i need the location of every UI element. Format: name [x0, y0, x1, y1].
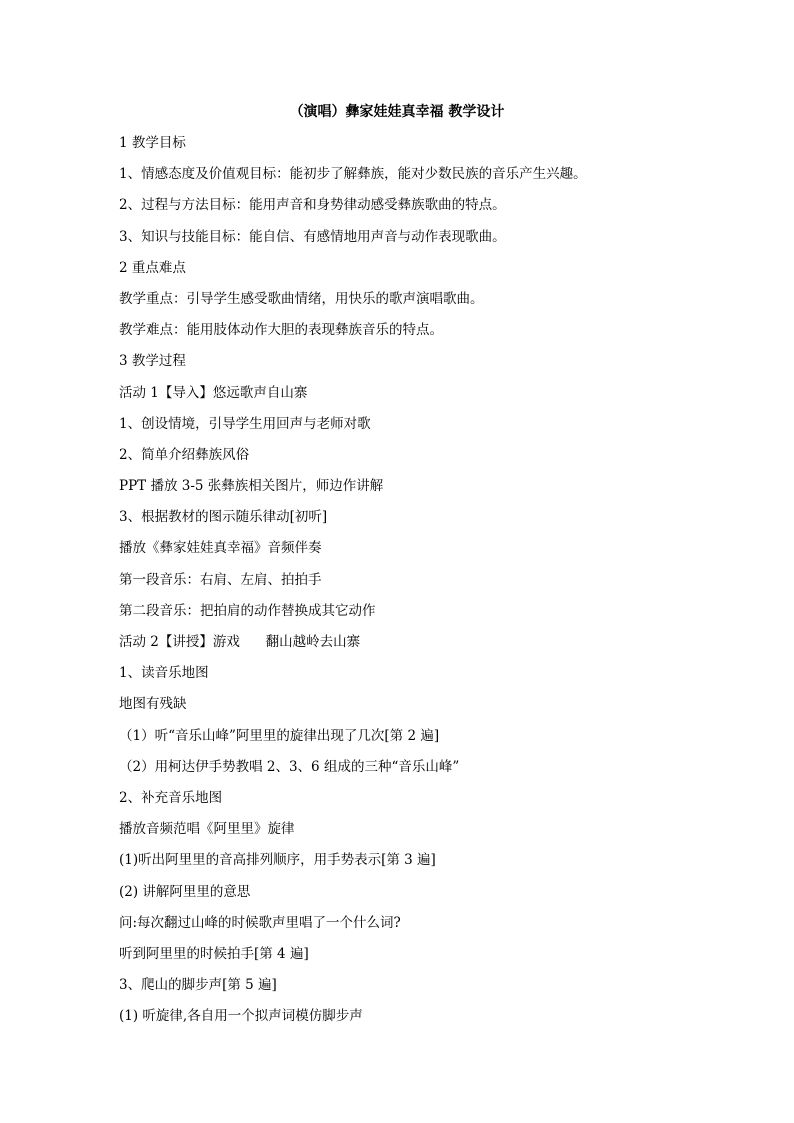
paragraph-line: 第二段音乐：把拍肩的动作替换成其它动作	[119, 602, 376, 619]
paragraph-line: (1)听出阿里里的音高排列顺序，用手势表示[第 3 遍]	[119, 852, 436, 869]
paragraph-line: 播放《彝家娃娃真幸福》音频伴奏	[119, 540, 322, 557]
key-point: 教学重点：引导学生感受歌曲情绪，用快乐的歌声演唱歌曲。	[119, 290, 484, 307]
section-heading-process: 3 教学过程	[119, 353, 186, 370]
section-heading-objectives: 1 教学目标	[119, 135, 186, 151]
document-body	[119, 132, 739, 1036]
section-heading-key-points: 2 重点难点	[119, 259, 186, 276]
activity-1-heading: 活动 1【导入】悠远歌声自山寨	[119, 384, 308, 401]
paragraph-line: 1、读音乐地图	[119, 665, 209, 682]
difficult-point: 教学难点：能用肢体动作大胆的表现彝族音乐的特点。	[119, 322, 443, 339]
paragraph-line: 1、创设情境，引导学生用回声与老师对歌	[119, 415, 371, 432]
paragraph-line: 3、爬山的脚步声[第 5 遍]	[119, 977, 277, 994]
activity-2-heading: 活动 2【讲授】游戏 翻山越岭去山寨	[119, 634, 361, 650]
paragraph-line: PPT 播放 3-5 张彝族相关图片，师边作讲解	[119, 478, 384, 495]
paragraph-line: 问:每次翻过山峰的时候歌声里唱了一个什么词?	[119, 914, 401, 931]
paragraph-line: 听到阿里里的时候拍手[第 4 遍]	[119, 945, 309, 962]
paragraph-line: (2) 讲解阿里里的意思	[119, 883, 251, 900]
paragraph-line: 第一段音乐：右肩、左肩、拍拍手	[119, 571, 322, 588]
document-title: （演唱）彝家娃娃真幸福 教学设计	[289, 104, 505, 120]
paragraph-line: （1）听“音乐山峰”阿里里的旋律出现了几次[第 2 遍]	[119, 727, 440, 744]
objective-skill: 3、知识与技能目标：能自信、有感情地用声音与动作表现歌曲。	[119, 228, 506, 245]
paragraph-line: （2）用柯达伊手势教唱 2、3、6 组成的三种“音乐山峰”	[119, 758, 460, 775]
paragraph-line: 2、简单介绍彝族风俗	[119, 446, 250, 463]
paragraph-line: 3、根据教材的图示随乐律动[初听]	[119, 509, 328, 526]
paragraph-line: 地图有残缺	[119, 696, 187, 713]
paragraph-line: (1) 听旋律,各自用一个拟声词模仿脚步声	[119, 1008, 363, 1025]
objective-emotion: 1、情感态度及价值观目标：能初步了解彝族，能对少数民族的音乐产生兴趣。	[119, 166, 587, 183]
paragraph-line: 播放音频范唱《阿里里》旋律	[119, 821, 295, 838]
paragraph-line: 2、补充音乐地图	[119, 789, 223, 806]
objective-process: 2、过程与方法目标：能用声音和身势律动感受彝族歌曲的特点。	[119, 197, 506, 214]
